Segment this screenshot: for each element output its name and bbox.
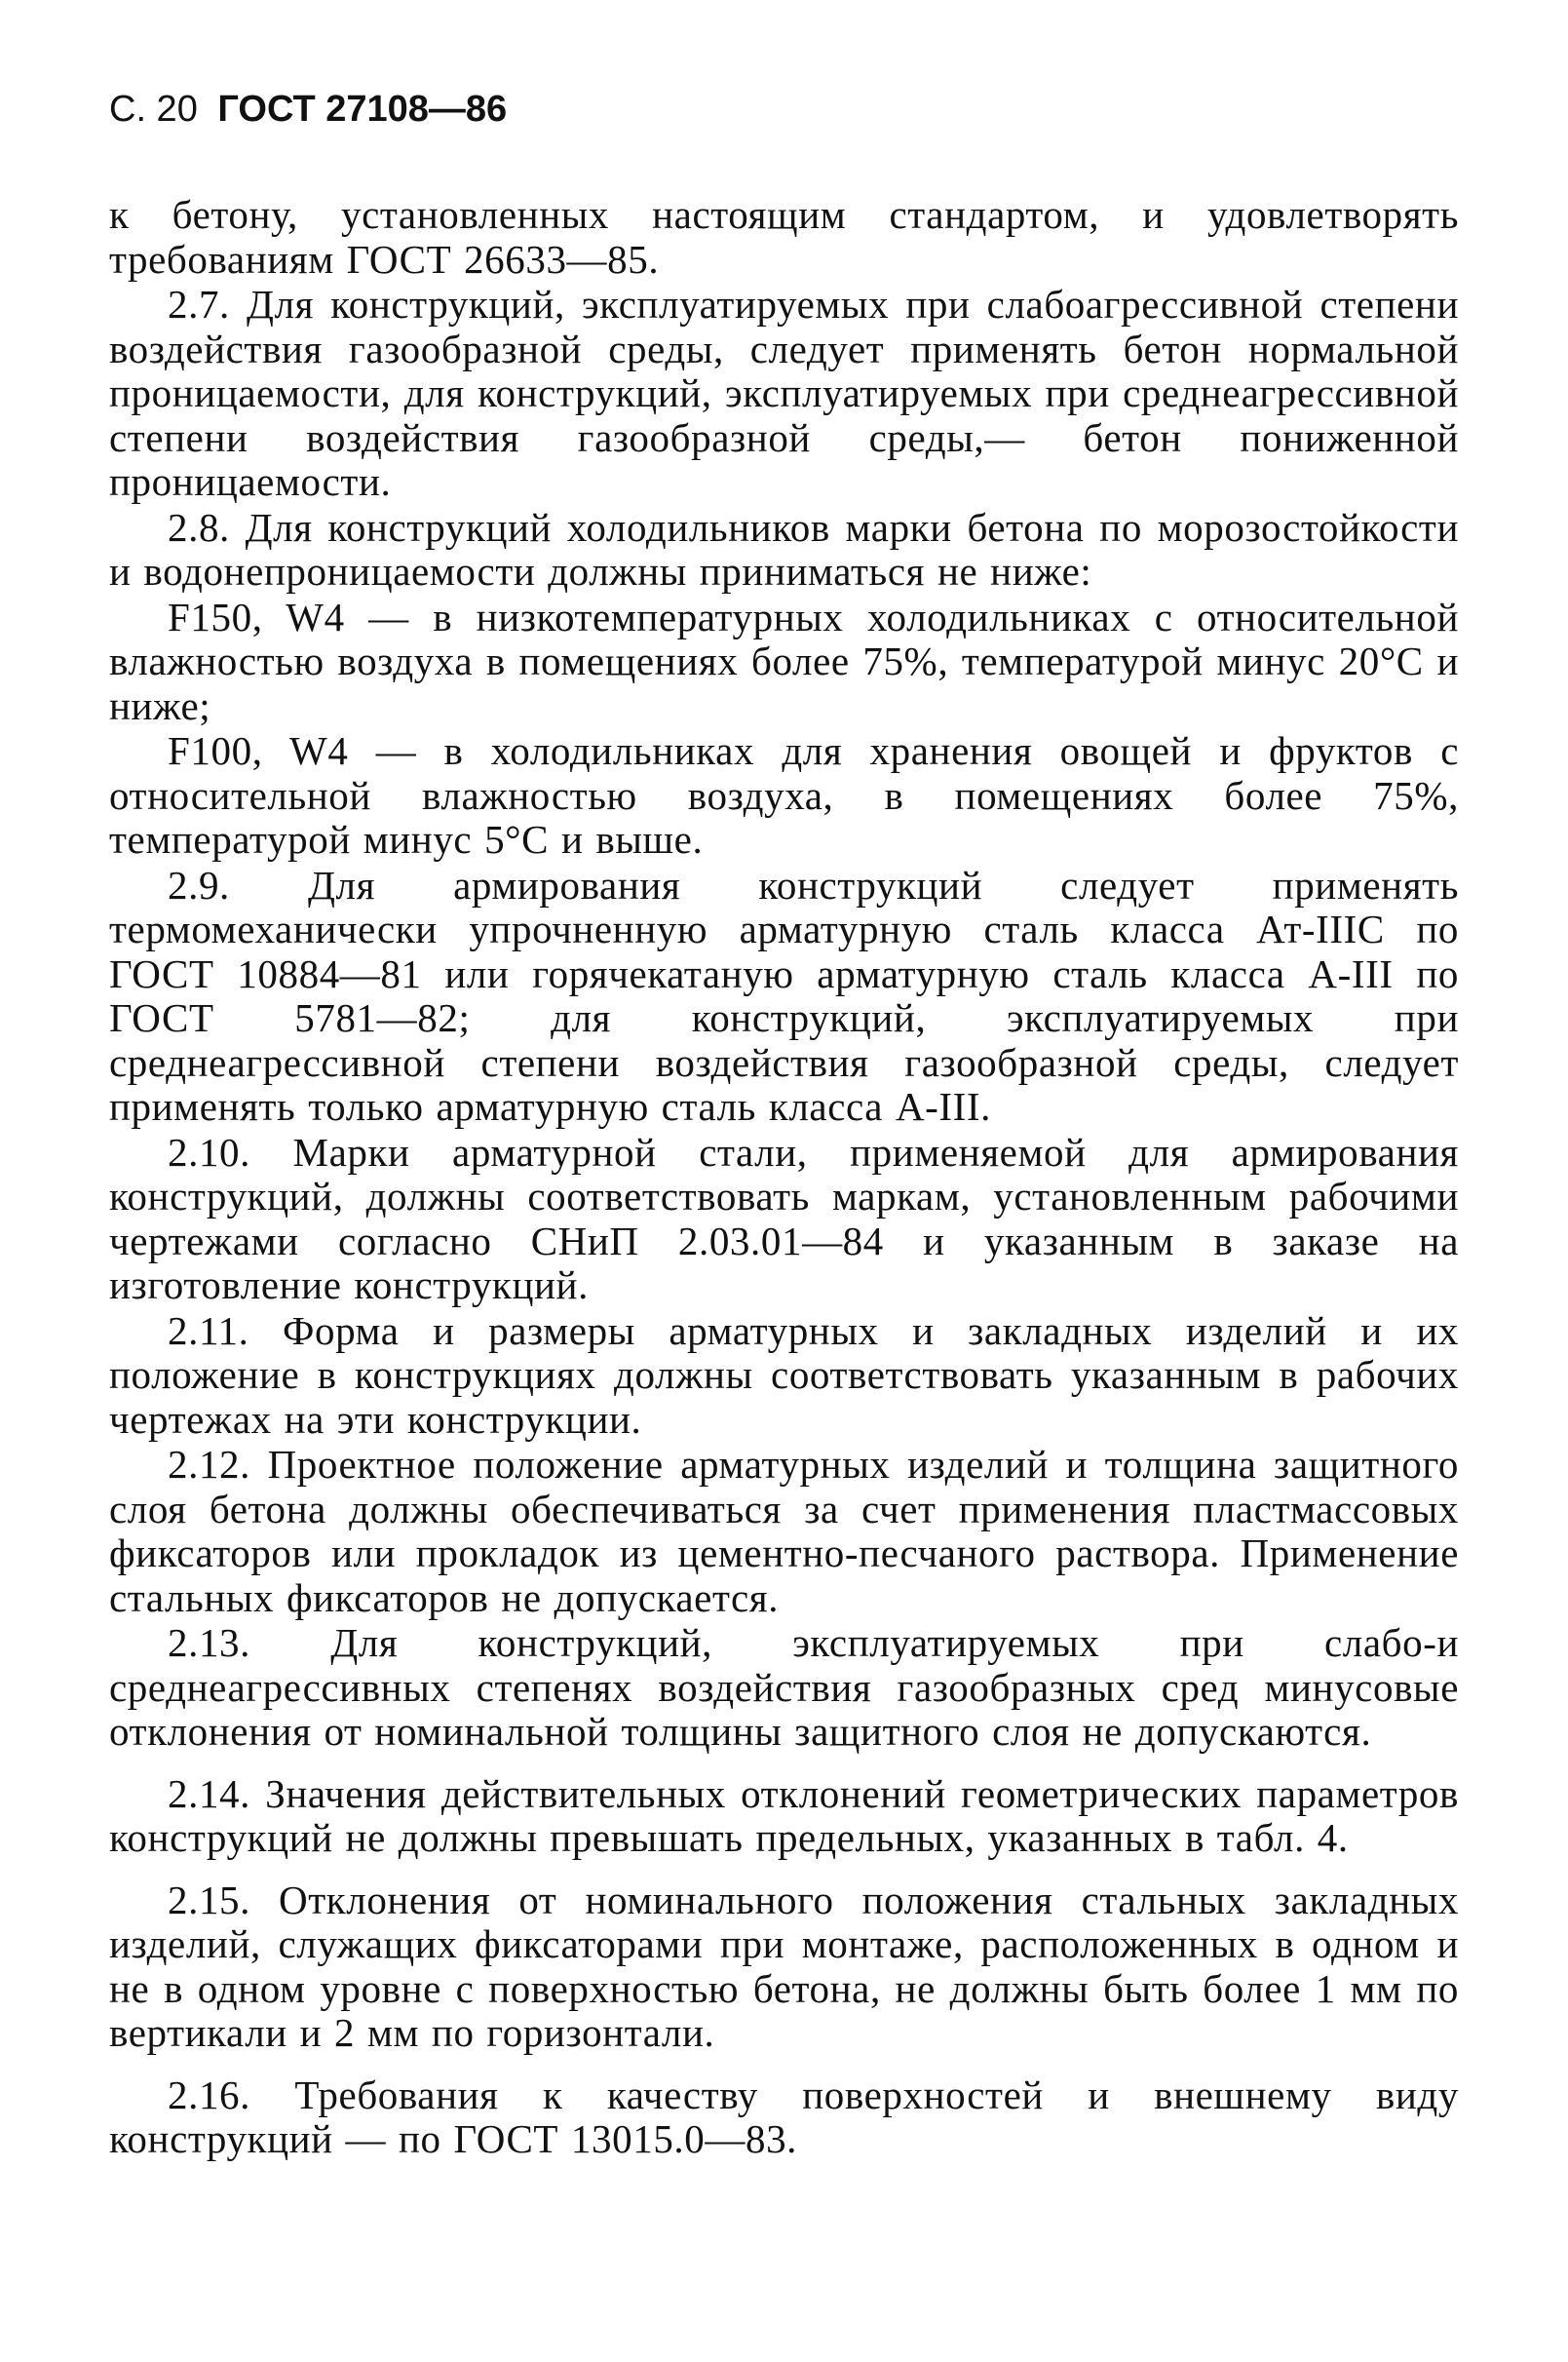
clause-2-10: 2.10. Марки арматурной стали, применяемой для армирования конструкций, должны соответствовать маркам, установленным рабочими чертежами согласно СНиП 2.03.01—84 и указанным в заказе на изготовление конструкций. bbox=[109, 1129, 1459, 1307]
page-number: С. 20 bbox=[109, 89, 198, 130]
clause-2-14: 2.14. Значения действительных отклонений геометрических параметров конструкций не должны превышать предельных, указанных в табл. 4. bbox=[109, 1770, 1459, 1860]
clause-2-15: 2.15. Отклонения от номинального положения стальных закладных изделий, служащих фиксаторами при монтаже, расположенных в одном и не в одном уровне с поверхностью бетона, не должны быть более 1 мм по вертикали и 2 мм по горизонтали. bbox=[109, 1877, 1459, 2055]
standard-designation: ГОСТ 27108—86 bbox=[217, 89, 508, 130]
clause-2-12: 2.12. Проектное положение арматурных изделий и толщина защитного слоя бетона должны обеспечиваться за счет применения пластмассовых фиксаторов или прокладок из цементно-песчаного раствора. Применение стальных фиксаторов не допускается. bbox=[109, 1442, 1459, 1620]
clause-2-8-item-f100: F100, W4 — в холодильниках для хранения овощей и фруктов с относительной влажностью воздуха, в помещениях более 75%, температурой минус 5°С и выше. bbox=[109, 728, 1459, 862]
clause-2-9: 2.9. Для армирования конструкций следует применять термомеханически упрочненную арматурную сталь класса Ат-IIIС по ГОСТ 10884—81 или горячекатаную арматурную сталь класса А-III по ГОСТ 5781—82; для конструкций, эксплуатируемых при среднеагрессивной степени воздействия газообразной среды, следует применять только арматурную сталь класса А-III. bbox=[109, 862, 1459, 1129]
page-header bbox=[109, 88, 507, 131]
paragraph-continuation: к бетону, установленных настоящим стандартом, и удовлетворять требованиям ГОСТ 26633—85. bbox=[109, 192, 1459, 282]
document-body bbox=[109, 193, 1459, 2163]
clause-2-8-item-f150: F150, W4 — в низкотемпературных холодильниках с относительной влажностью воздуха в помещениях более 75%, температурой минус 20°С и ниже; bbox=[109, 594, 1459, 728]
clause-2-16: 2.16. Требования к качеству поверхностей и внешнему виду конструкций — по ГОСТ 13015.0—83. bbox=[109, 2072, 1459, 2161]
clause-2-13: 2.13. Для конструкций, эксплуатируемых при слабо-и среднеагрессивных степенях воздействия газообразных сред минусовые отклонения от номинальной толщины защитного слоя не допускаются. bbox=[109, 1620, 1459, 1754]
clause-2-8: 2.8. Для конструкций холодильников марки бетона по морозостойкости и водонепроницаемости должны приниматься не ниже: bbox=[109, 504, 1459, 594]
clause-2-11: 2.11. Форма и размеры арматурных и закладных изделий и их положение в конструкциях должны соответствовать указанным в рабочих чертежах на эти конструкции. bbox=[109, 1307, 1459, 1442]
clause-2-7: 2.7. Для конструкций, эксплуатируемых при слабоагрессивной степени воздействия газообразной среды, следует применять бетон нормальной проницаемости, для конструкций, эксплуатируемых при среднеагрессивной степени воздействия газообразной среды,— бетон пониженной проницаемости. bbox=[109, 282, 1459, 504]
